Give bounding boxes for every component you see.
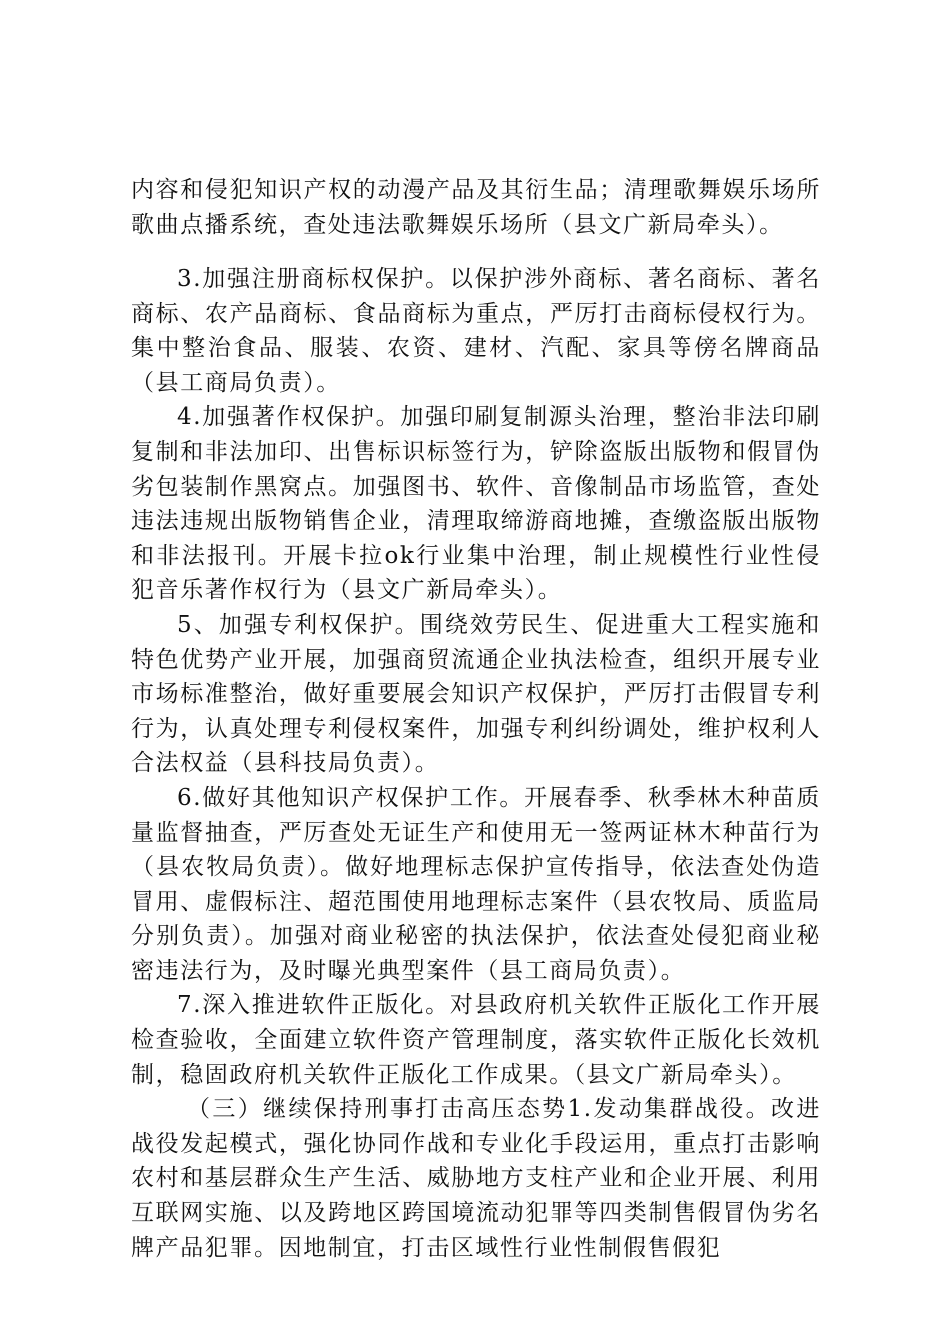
- intro-section: [131, 173, 821, 242]
- paragraph-trademark-protection: 3.加强注册商标权保护。以保护涉外商标、著名商标、著名商标、农产品商标、食品商标为重点，严厉打击商标侵权行为。集中整治食品、服装、农资、建材、汽配、家具等傍名牌商品（县工商局负责）。: [131, 266, 821, 396]
- paragraph-patent-protection: 5、加强专利权保护。围绕效劳民生、促进重大工程实施和特色优势产业开展，加强商贸流通企业执法检查，组织开展专业市场标准整治，做好重要展会知识产权保护，严厉打击假冒专利行为，认真处理专利侵权案件，加强专利纠纷调处，维护权利人合法权益（县科技局负责）。: [131, 611, 821, 777]
- paragraph-criminal-enforcement: （三）继续保持刑事打击高压态势1.发动集群战役。改进战役发起模式，强化协同作战和专业化手段运用，重点打击影响农村和基层群众生产生活、威胁地方支柱产业和企业开展、利用互联网实施、以及跨地区跨国境流动犯罪等四类制售假冒伪劣名牌产品犯罪。因地制宜，打击区域性行业性制假售假犯: [131, 1096, 821, 1261]
- paragraph-continuation: 内容和侵犯知识产权的动漫产品及其衍生品；清理歌舞娱乐场所歌曲点播系统，查处违法歌舞娱乐场所（县文广新局牵头）。: [131, 177, 821, 238]
- body-section: [131, 262, 821, 1265]
- paragraph-other-ip-protection: 6.做好其他知识产权保护工作。开展春季、秋季林木种苗质量监督抽查，严厉查处无证生产和使用无一签两证林木种苗行为（县农牧局负责）。做好地理标志保护宣传指导，依法查处伪造冒用、虚假标注、超范围使用地理标志案件（县农牧局、质监局分别负责）。加强对商业秘密的执法保护，依法查处侵犯商业秘密违法行为，及时曝光典型案件（县工商局负责）。: [131, 784, 821, 984]
- paragraph-copyright-protection: 4.加强著作权保护。加强印刷复制源头治理，整治非法印刷复制和非法加印、出售标识标签行为，铲除盗版出版物和假冒伪劣包装制作黑窝点。加强图书、软件、音像制品市场监管，查处违法违规出版物销售企业，清理取缔游商地摊，查缴盗版出版物和非法报刊。开展卡拉ok行业集中治理，制止规模性行业性侵犯音乐著作权行为（县文广新局牵头）。: [131, 404, 821, 604]
- paragraph-software-legalization: 7.深入推进软件正版化。对县政府机关软件正版化工作开展检查验收，全面建立软件资产管理制度，落实软件正版化长效机制，稳固政府机关软件正版化工作成果。（县文广新局牵头）。: [131, 992, 821, 1088]
